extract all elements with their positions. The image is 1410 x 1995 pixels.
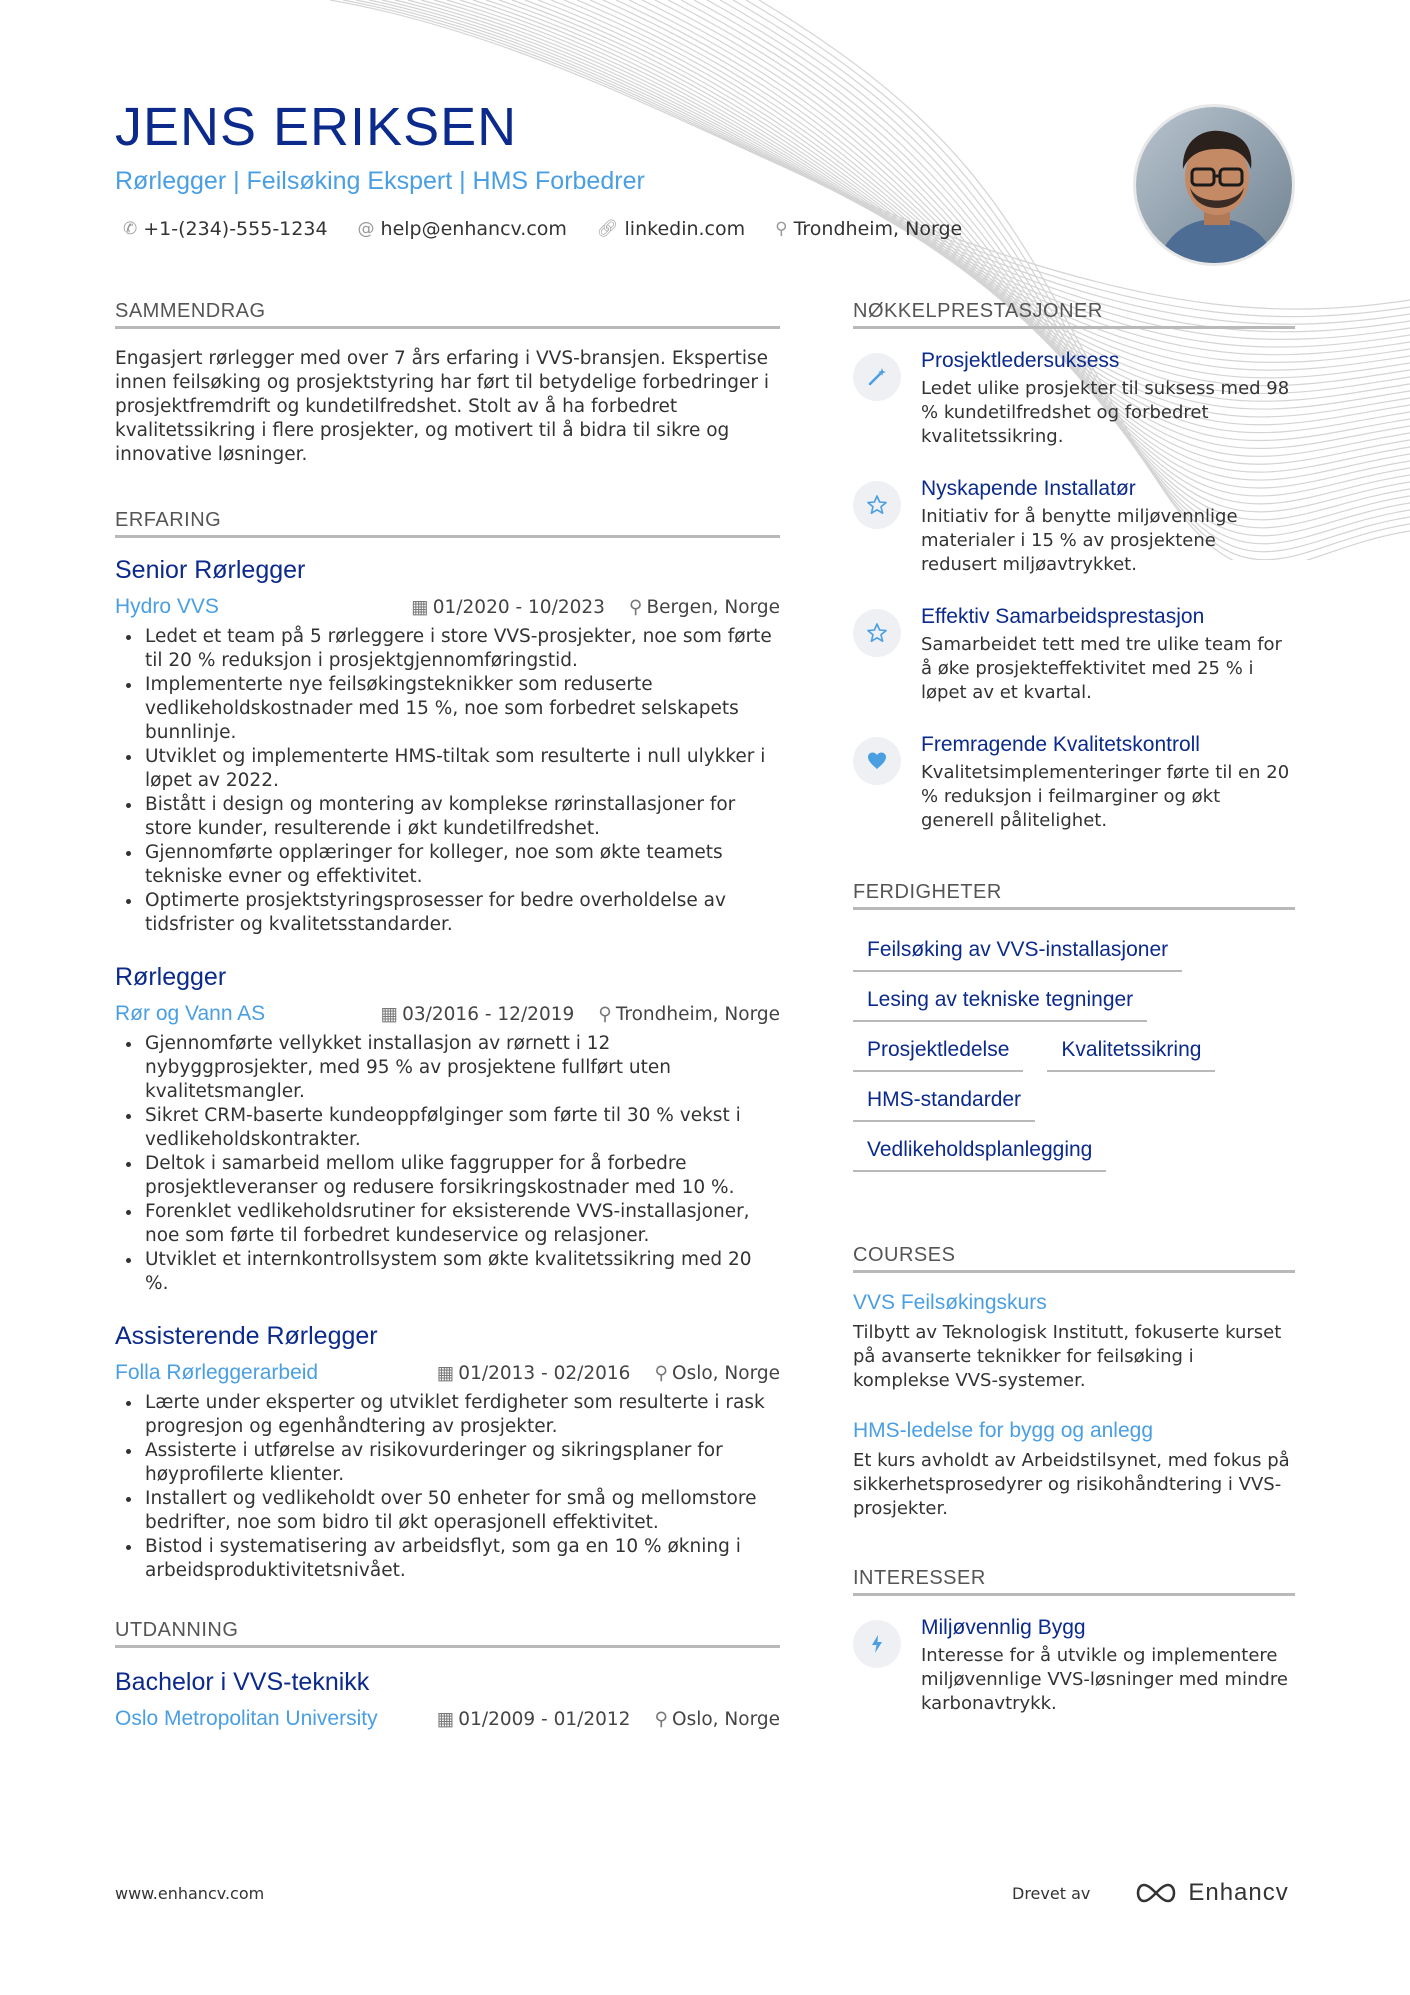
map-pin-icon: ⚲ [654, 1362, 669, 1384]
section-title: SAMMENDRAG [115, 300, 780, 329]
achievement-desc: Initiativ for å benytte miljøvennlige materialer i 15 % av prosjektene redusert miljøavtrykket. [921, 506, 1238, 575]
bullet-item: • Gjennomførte vellykket installasjon av rørnett i 12 nybyggprosjekter, med 95 % av prosjektene fullført uten kvalitetsmangler. [143, 1032, 780, 1104]
job-meta-right [381, 1004, 780, 1025]
course-title: VVS Feilsøkingskurs [853, 1291, 1047, 1314]
achievement-item [853, 349, 1295, 449]
calendar-icon: ▦ [411, 596, 429, 618]
achievements-section [853, 300, 1295, 833]
course-desc: Et kurs avholdt av Arbeidstilsynet, med fokus på sikkerhetsprosedyrer og risikohåndtering i VVS-prosjekter. [853, 1450, 1290, 1519]
skill-tag: Feilsøking av VVS-installasjoner [853, 928, 1182, 972]
section-title: ERFARING [115, 509, 780, 538]
job-location-text: Oslo, Norge [672, 1362, 780, 1384]
bullet-item: • Forenklet vedlikeholdsrutiner for eksisterende VVS-installasjoner, noe som førte til forbedret kundeservice og relasjoner. [143, 1200, 780, 1248]
skill-tag: Lesing av tekniske tegninger [853, 978, 1147, 1022]
job-entry [115, 556, 780, 937]
at-icon: @ [357, 219, 375, 240]
achievement-body [921, 605, 1295, 705]
bullet-item: • Gjennomførte opplæringer for kolleger, noe som økte teamets tekniske evner og effektivitet. [143, 841, 780, 889]
job-location-text: Trondheim, Norge [615, 1003, 780, 1025]
job-meta-right [411, 597, 780, 618]
degree-title: Bachelor i VVS-teknikk [115, 1668, 370, 1696]
bullet-item: • Ledet et team på 5 rørleggere i store VVS-prosjekter, noe som førte til 20 % reduksjon i prosjektgjennomføringstid. [143, 625, 780, 673]
achievement-desc: Ledet ulike prosjekter til suksess med 98 % kundetilfredshet og forbedret kvalitetssikring. [921, 378, 1290, 447]
left-column [115, 300, 780, 1731]
job-meta [115, 1002, 780, 1026]
job-dates [437, 1363, 631, 1384]
achievement-title: Effektiv Samarbeidsprestasjon [921, 605, 1205, 628]
bullet-item: • Bistod i systematisering av arbeidsflyt, som ga en 10 % økning i arbeidsproduktivitetsnivået. [143, 1535, 780, 1583]
powered-by-label: Drevet av [1012, 1883, 1091, 1903]
job-meta [115, 595, 780, 619]
job-dates [411, 597, 605, 618]
skills-section [853, 881, 1295, 1172]
job-bullets [115, 1391, 780, 1583]
candidate-name: JENS ERIKSEN [115, 97, 518, 157]
map-pin-icon: ⚲ [628, 596, 643, 618]
map-pin-icon: ⚲ [598, 1003, 612, 1025]
map-pin-icon: ⚲ [654, 1708, 669, 1730]
section-title: UTDANNING [115, 1619, 780, 1648]
achievement-title: Prosjektledersuksess [921, 349, 1120, 372]
resume-header [115, 98, 1115, 240]
calendar-icon: ▦ [436, 1708, 455, 1730]
achievement-title: Fremragende Kvalitetskontroll [921, 733, 1200, 756]
education-meta [115, 1707, 780, 1731]
course-desc: Tilbytt av Teknologisk Institutt, fokuserte kurset på avanserte teknikker for feilsøking i komplekse VVS-systemer. [853, 1322, 1282, 1391]
right-column [853, 300, 1295, 1716]
link-icon: 🔗︎ [596, 219, 619, 240]
interest-body [921, 1616, 1295, 1716]
achievement-desc: Samarbeidet tett med tre ulike team for å øke prosjekteffektivitet med 25 % i løpet av et kvartal. [921, 634, 1282, 703]
achievement-body [921, 349, 1295, 449]
skill-tag: Vedlikeholdsplanlegging [853, 1128, 1106, 1172]
magic-wand-icon [853, 353, 901, 401]
bullet-item: • Installert og vedlikeholdt over 50 enheter for små og mellomstore bedrifter, noe som bidro til økt operasjonell effektivitet. [143, 1487, 780, 1535]
bolt-icon [853, 1620, 901, 1668]
avatar [1133, 104, 1295, 266]
candidate-subtitle: Rørlegger | Feilsøking Ekspert | HMS Forbedrer [115, 167, 645, 196]
contact-linkedin[interactable]: 🔗︎ linkedin.com [596, 218, 746, 241]
enhancv-logo[interactable]: Enhancv [1132, 1879, 1288, 1907]
star-icon [853, 609, 901, 657]
section-title: FERDIGHETER [853, 881, 1295, 910]
job-entry [115, 963, 780, 1296]
bullet-item: • Sikret CRM-baserte kundeoppfølginger som førte til 30 % vekst i vedlikeholdskontrakter. [143, 1104, 780, 1152]
infinity-icon [1132, 1881, 1180, 1905]
interests-section [853, 1567, 1295, 1716]
bullet-item: • Implementerte nye feilsøkingsteknikker som reduserte vedlikeholdskostnader med 15 %, noe som forbedret selskapets bunnlinje. [143, 673, 780, 745]
calendar-icon: ▦ [436, 1362, 455, 1384]
contact-email[interactable]: @ help@enhancv.com [357, 218, 567, 241]
section-title: NØKKELPRESTASJONER [853, 300, 1295, 329]
bullet-item: • Assisterte i utførelse av risikovurderinger og sikringsplaner for høyprofilerte klienter. [143, 1439, 780, 1487]
footer-powered [1012, 1879, 1289, 1907]
job-dates-text: 01/2020 - 10/2023 [432, 596, 605, 618]
job-location [654, 1363, 780, 1384]
summary-section [115, 300, 780, 467]
job-title: Rørlegger [115, 963, 227, 991]
skill-tag: Kvalitetssikring [1047, 1028, 1215, 1072]
section-title: INTERESSER [853, 1567, 1295, 1596]
star-icon [853, 481, 901, 529]
job-meta-right [437, 1363, 780, 1384]
calendar-icon: ▦ [380, 1003, 399, 1025]
job-location-text: Bergen, Norge [646, 596, 780, 618]
skill-tag: HMS-standarder [853, 1078, 1035, 1122]
job-dates [381, 1004, 575, 1025]
achievement-title: Nyskapende Installatør [921, 477, 1136, 500]
achievement-item [853, 605, 1295, 705]
footer-website[interactable]: www.enhancv.com [115, 1884, 265, 1903]
course-item [853, 1291, 1295, 1393]
section-title: COURSES [853, 1244, 1295, 1273]
experience-section [115, 509, 780, 1583]
job-title: Assisterende Rørlegger [115, 1322, 378, 1350]
bullet-item: • Optimerte prosjektstyringsprosesser for bedre overholdelse av tidsfrister og kvalitetsstandarder. [143, 889, 780, 937]
contact-phone[interactable]: ✆ +1-(234)-555-1234 [123, 218, 328, 241]
education-dates: ▦ 01/2009 - 01/2012 [436, 1708, 631, 1730]
bullet-item: • Lærte under eksperter og utviklet ferdigheter som resulterte i rask progresjon og egenhåndtering av prosjekter. [143, 1391, 780, 1439]
achievement-body [921, 477, 1295, 577]
job-dates-text: 01/2013 - 02/2016 [458, 1362, 631, 1384]
course-title: HMS-ledelse for bygg og anlegg [853, 1419, 1154, 1442]
bullet-item: • Utviklet et internkontrollsystem som økte kvalitetssikring med 20 %. [143, 1248, 780, 1296]
company-name: Folla Rørleggerarbeid [115, 1361, 319, 1384]
interest-title: Miljøvennlig Bygg [921, 1616, 1086, 1639]
interest-desc: Interesse for å utvikle og implementere miljøvennlige VVS-løsninger med mindre karbonavtrykk. [921, 1645, 1288, 1714]
achievement-desc: Kvalitetsimplementeringer førte til en 20 % reduksjon i feilmarginer og økt generell pålitelighet. [921, 762, 1290, 831]
job-meta [115, 1361, 780, 1385]
phone-icon: ✆ [123, 219, 138, 240]
contact-location: ⚲ Trondheim, Norge [775, 218, 963, 241]
job-location [629, 597, 780, 618]
heart-icon [853, 737, 901, 785]
bullet-item: • Utviklet og implementerte HMS-tiltak som resulterte i null ulykker i løpet av 2022. [143, 745, 780, 793]
achievement-item [853, 477, 1295, 577]
summary-text: Engasjert rørlegger med over 7 års erfaring i VVS-bransjen. Ekspertise innen feilsøking og prosjektstyring har ført til betydelige forbedringer i prosjektfremdrift og kundetilfredshet. Stolt av å ha forbedret kvalitetssikring i flere prosjekter, og motivert til å bidra til sikre og innovative løsninger. [115, 348, 769, 465]
job-dates-text: 03/2016 - 12/2019 [402, 1003, 575, 1025]
job-bullets [115, 625, 780, 937]
contact-bar [115, 218, 1115, 240]
company-name: Rør og Vann AS [115, 1002, 266, 1025]
job-entry [115, 1322, 780, 1583]
skill-tag: Prosjektledelse [853, 1028, 1023, 1072]
education-section [115, 1619, 780, 1731]
course-item [853, 1419, 1295, 1521]
achievement-item [853, 733, 1295, 833]
achievement-body [921, 733, 1295, 833]
company-name: Hydro VVS [115, 595, 219, 618]
job-title: Senior Rørlegger [115, 556, 306, 584]
courses-section [853, 1244, 1295, 1521]
bullet-item: • Bistått i design og montering av komplekse rørinstallasjoner for store kunder, resulterende i økt kundetilfredshet. [143, 793, 780, 841]
map-pin-icon: ⚲ [775, 219, 788, 240]
bullet-item: • Deltok i samarbeid mellom ulike faggrupper for å forbedre prosjektleveranser og redusere forsikringskostnader med 10 %. [143, 1152, 780, 1200]
interest-item [853, 1616, 1295, 1716]
job-location [598, 1004, 780, 1025]
job-bullets [115, 1032, 780, 1296]
school-name: Oslo Metropolitan University [115, 1707, 378, 1730]
education-location: ⚲ Oslo, Norge [654, 1708, 780, 1730]
